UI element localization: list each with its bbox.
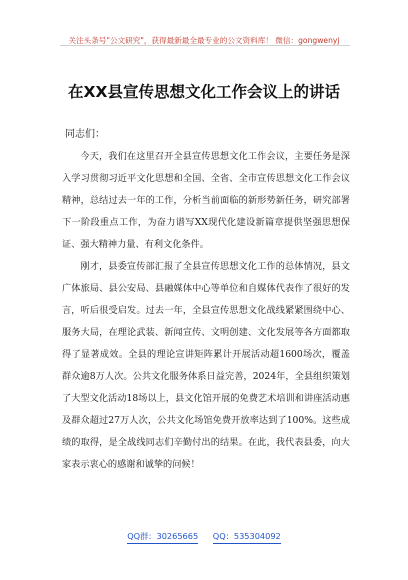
document-title: 在XX县宣传思想文化工作会议上的讲话 [68,83,340,101]
document-body [62,124,350,476]
footer-qq-contact[interactable]: QQ：535304092 [213,531,281,544]
header-divider [60,45,350,46]
paragraph-achievements: 刚才，县委宣传部汇报了全县宣传思想文化工作的总体情况，县文广体旅局、县公安局、县融媒体中心等单位和自媒体代表作了很好的发言，听后很受启发。过去一年，全县宣传思想文化战线紧紧围绕中心、服务大局，在理论武装、新闻宣传、文明创建、文化发展等各方面都取得了显著成效。全县的理论宣讲矩阵累计开展活动超1600场次，覆盖群众逾8万人次。公共文化服务体系日益完善，2024年，全县组织策划了大型文化活动18场以上，县文化馆开展的免费艺术培训和讲座活动惠及群众超过27万人次，公共文化场馆免费开放率达到了100%。这些成绩的取得，是全战线同志们辛勤付出的结果。在此，我代表县委，向大家表示衷心的感谢和诚挚的问候！ [62,261,350,470]
paragraph-opening: 今天，我们在这里召开全县宣传思想文化工作会议，主要任务是深入学习贯彻习近平文化思想和全国、全省、全市宣传思想文化工作会议精神，总结过去一年的工作，分析当前面临的新形势新任务，研究部署下一阶段重点工作，为奋力谱写XX现代化建设新篇章提供坚强思想保证、强大精神力量、有利文化条件。 [62,151,350,250]
salutation: 同志们： [65,129,105,140]
page-footer [0,531,408,544]
footer-qq-group[interactable]: QQ群：30265665 [127,531,198,544]
header-notice: 关注头条号"公文研究"，获得最新最全最专业的公文资料库！ 微信：gongwenyj [68,36,340,45]
